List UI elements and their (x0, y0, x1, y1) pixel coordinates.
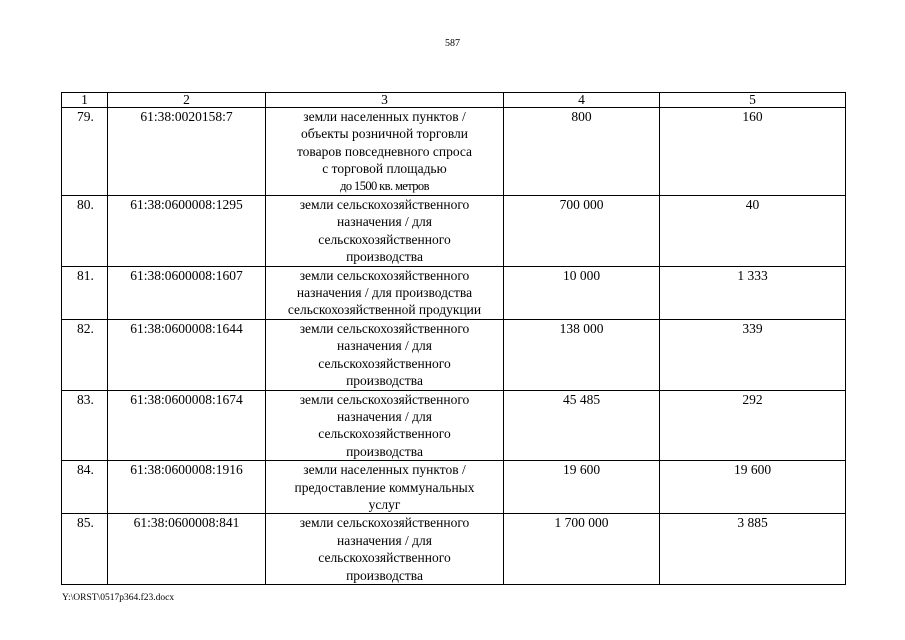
land-use-cell (266, 266, 504, 319)
land-use-line: объекты розничной торговли (301, 126, 468, 142)
land-use-line: сельскохозяйственного (318, 550, 451, 566)
land-use-line: назначения / для (337, 408, 432, 424)
column-header-3: 3 (266, 93, 504, 108)
land-use-line: земли сельскохозяйственного (299, 320, 470, 336)
table-header-row (62, 93, 846, 108)
value-cell: 1 700 000 (504, 514, 660, 585)
amount-cell: 19 600 (660, 461, 846, 514)
land-use-line: земли сельскохозяйственного (299, 267, 470, 283)
column-header-4: 4 (504, 93, 660, 108)
land-use-line: назначения / для производства (296, 285, 473, 301)
row-number-cell: 79. (62, 108, 108, 196)
land-use-cell (266, 196, 504, 267)
land-use-line: производства (346, 373, 423, 389)
cadastral-number-cell: 61:38:0600008:1644 (108, 319, 266, 390)
row-number-cell: 81. (62, 266, 108, 319)
land-use-line: земли сельскохозяйственного (299, 391, 470, 407)
land-use-line: сельскохозяйственной продукции (287, 302, 482, 318)
column-header-2: 2 (108, 93, 266, 108)
row-number-cell: 80. (62, 196, 108, 267)
land-use-line: земли сельскохозяйственного (299, 515, 470, 531)
amount-cell: 292 (660, 390, 846, 461)
land-use-line: земли населенных пунктов / (303, 109, 466, 124)
land-plots-table (61, 92, 846, 585)
value-cell: 700 000 (504, 196, 660, 267)
value-cell: 45 485 (504, 390, 660, 461)
land-use-line: сельскохозяйственного (318, 426, 451, 442)
land-use-line: назначения / для (337, 532, 432, 548)
cadastral-number-cell: 61:38:0600008:1674 (108, 390, 266, 461)
column-header-1: 1 (62, 93, 108, 108)
land-use-line: производства (346, 567, 423, 583)
land-use-line: земли населенных пунктов / (303, 462, 466, 478)
land-use-line: сельскохозяйственного (318, 355, 451, 371)
land-use-line: с торговой площадью (322, 161, 447, 177)
land-use-cell (266, 319, 504, 390)
page-number: 587 (445, 38, 460, 49)
land-use-line: услуг (368, 496, 401, 512)
table-row (62, 461, 846, 514)
footer-file-path: Y:\ORST\0517p364.f23.docx (62, 593, 175, 603)
value-cell: 800 (504, 108, 660, 196)
row-number-cell: 85. (62, 514, 108, 585)
land-use-line: товаров повседневного спроса (296, 143, 473, 159)
cadastral-number-cell: 61:38:0600008:1916 (108, 461, 266, 514)
table-row (62, 108, 846, 196)
cadastral-number-cell: 61:38:0020158:7 (108, 108, 266, 196)
table-row (62, 196, 846, 267)
table-row (62, 390, 846, 461)
amount-cell: 3 885 (660, 514, 846, 585)
row-number-cell: 83. (62, 390, 108, 461)
amount-cell: 160 (660, 108, 846, 196)
table-row (62, 514, 846, 585)
land-use-line: назначения / для (337, 338, 432, 354)
land-use-line: производства (346, 249, 423, 265)
cadastral-number-cell: 61:38:0600008:841 (108, 514, 266, 585)
value-cell: 138 000 (504, 319, 660, 390)
value-cell: 10 000 (504, 266, 660, 319)
land-use-line: предоставление коммунальных (294, 479, 475, 495)
land-use-cell (266, 461, 504, 514)
land-use-cell (266, 514, 504, 585)
row-number-cell: 82. (62, 319, 108, 390)
land-use-cell (266, 390, 504, 461)
cadastral-number-cell: 61:38:0600008:1607 (108, 266, 266, 319)
amount-cell: 339 (660, 319, 846, 390)
land-use-line: производства (346, 443, 423, 459)
amount-cell: 40 (660, 196, 846, 267)
land-use-line: назначения / для (337, 214, 432, 230)
table-row (62, 319, 846, 390)
land-use-line: земли сельскохозяйственного (299, 197, 470, 213)
land-use-line: до 1500 кв. метров (340, 178, 429, 193)
amount-cell: 1 333 (660, 266, 846, 319)
row-number-cell: 84. (62, 461, 108, 514)
land-use-cell (266, 108, 504, 196)
column-header-5: 5 (660, 93, 846, 108)
table-body (62, 93, 846, 585)
table-row (62, 266, 846, 319)
land-use-line: сельскохозяйственного (318, 231, 451, 247)
cadastral-number-cell: 61:38:0600008:1295 (108, 196, 266, 267)
value-cell: 19 600 (504, 461, 660, 514)
